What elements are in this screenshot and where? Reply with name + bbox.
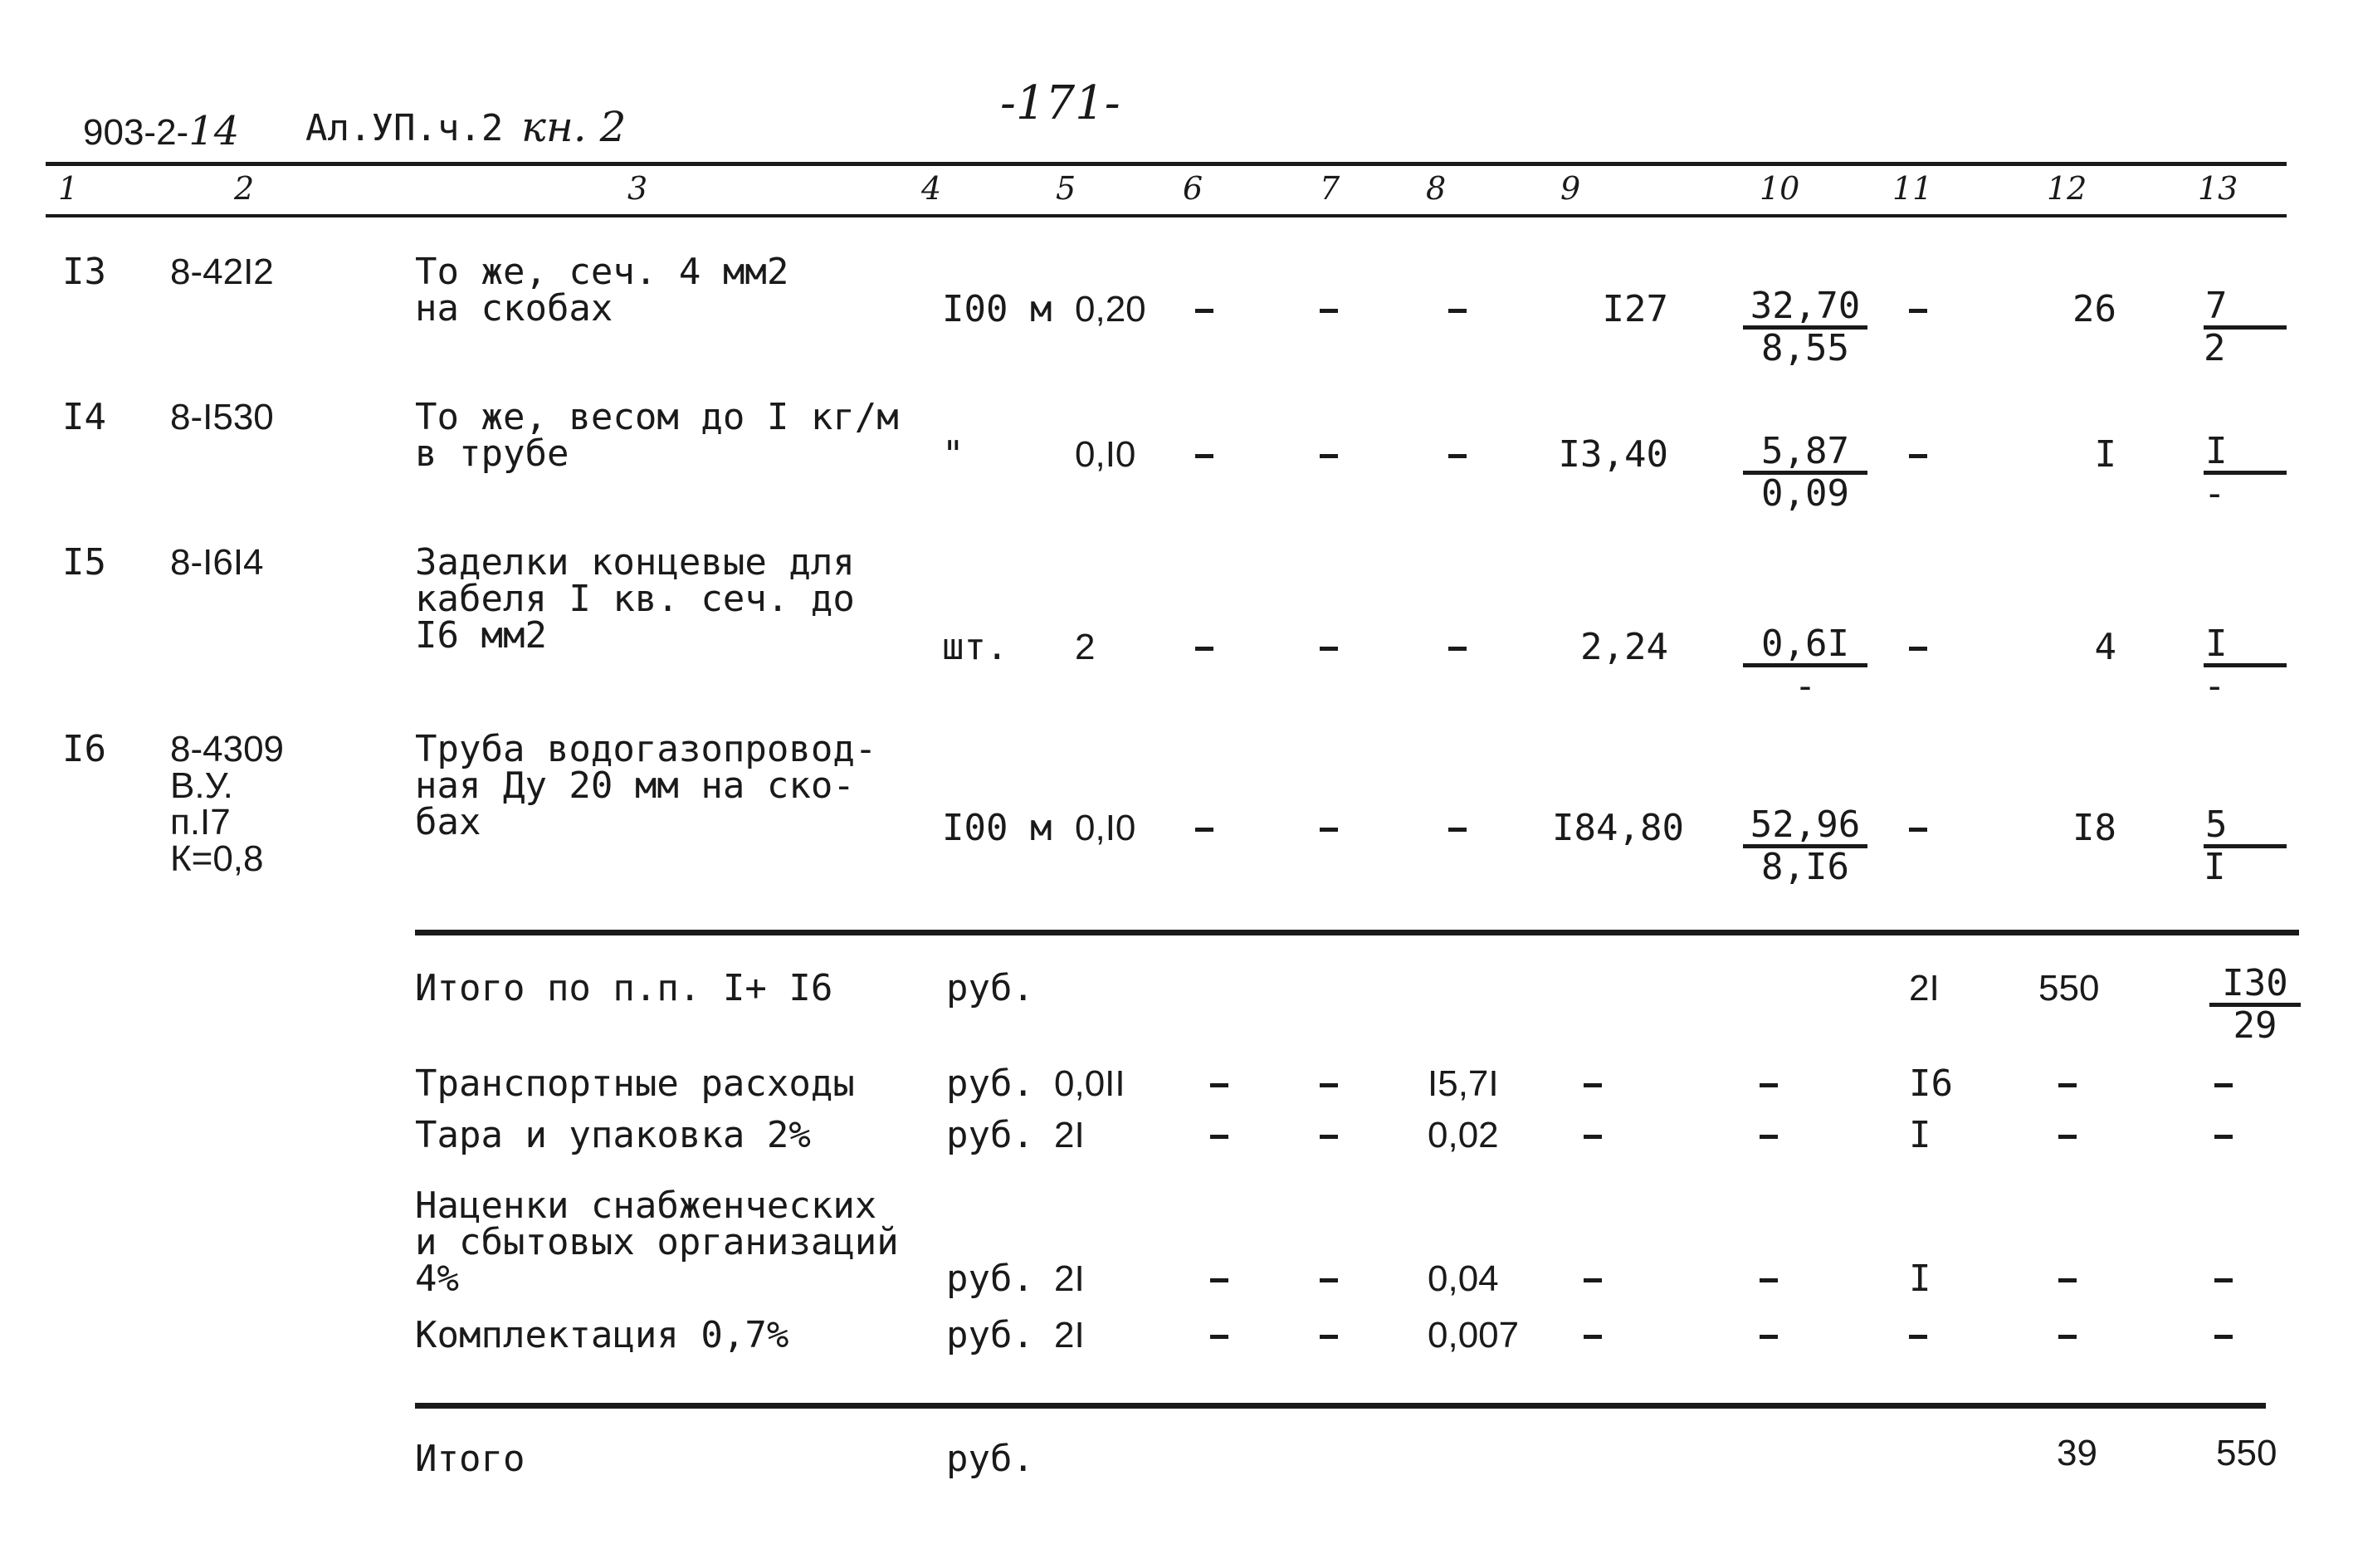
- extra-col6: [1210, 1135, 1228, 1139]
- extra-col5: 2I: [1054, 1115, 1085, 1155]
- extra-unit: руб.: [946, 1062, 1034, 1105]
- row-col10-fraction: [1743, 625, 1867, 706]
- row-col10-top: 32,70: [1743, 287, 1867, 330]
- row-description-line: Труба водогазопровод-: [415, 728, 877, 770]
- extra-col13: [2214, 1335, 2233, 1339]
- row-col10-bottom: 8,55: [1761, 327, 1849, 369]
- subtotal-rule: [415, 930, 2299, 935]
- row-col8: [1448, 828, 1467, 832]
- total-rule: [415, 1403, 2266, 1409]
- row-col8: [1448, 309, 1467, 313]
- column-number-12: 12: [2047, 170, 2087, 207]
- extra-col9: [1584, 1083, 1602, 1087]
- row-col8: [1448, 647, 1467, 651]
- row-col10-bottom: -: [1794, 665, 1817, 707]
- extra-col9: [1584, 1135, 1602, 1139]
- row-col13-fraction: [2204, 625, 2287, 706]
- row-number: I6: [62, 728, 106, 770]
- row-col7: [1320, 309, 1338, 313]
- subtotal-unit: руб.: [946, 967, 1034, 1009]
- book-reference: кн. 2: [521, 103, 627, 151]
- extra-col11: I: [1909, 1114, 1931, 1156]
- extra-col5: 0,0II: [1054, 1063, 1125, 1104]
- extra-label-line: Комплектация 0,7%: [415, 1314, 789, 1356]
- extra-label-line: Тара и упаковка 2%: [415, 1114, 811, 1156]
- row-col8: [1448, 454, 1467, 458]
- extra-col6: [1210, 1335, 1228, 1339]
- row-description-line: кабеля I кв. сеч. до: [415, 578, 855, 620]
- row-description-line: Заделки концевые для: [415, 541, 855, 584]
- extra-col8: 0,04: [1428, 1258, 1499, 1299]
- row-unit: I00 м: [942, 288, 1052, 330]
- extra-col7: [1320, 1335, 1338, 1339]
- subtotal-col12: 550: [2038, 968, 2100, 1009]
- row-code-line: 8-4309: [170, 729, 285, 769]
- extra-col10: [1760, 1083, 1778, 1087]
- row-col12: 26: [2072, 288, 2116, 330]
- row-col13-fraction: [2204, 806, 2287, 887]
- extra-col7: [1320, 1083, 1338, 1087]
- extra-col9: [1584, 1335, 1602, 1339]
- extra-unit: руб.: [946, 1258, 1034, 1300]
- column-number-1: 1: [58, 170, 79, 207]
- row-quantity: 0,I0: [1075, 808, 1136, 848]
- extra-col6: [1210, 1278, 1228, 1282]
- row-col10-fraction: [1743, 287, 1867, 368]
- extra-col12: [2058, 1278, 2077, 1282]
- row-col6: [1195, 309, 1213, 313]
- row-col10-fraction: [1743, 432, 1867, 513]
- extra-unit: руб.: [946, 1114, 1034, 1156]
- row-code-line: 8-42I2: [170, 252, 274, 292]
- row-description-line: То же, весом до I кг/м: [415, 396, 899, 438]
- row-description-line: I6 мм2: [415, 614, 547, 657]
- row-unit: ": [942, 433, 964, 476]
- row-col9: 2,24: [1580, 626, 1668, 668]
- extra-col7: [1320, 1278, 1338, 1282]
- extra-col6: [1210, 1083, 1228, 1087]
- document-code: [83, 108, 239, 154]
- row-col13-fraction: [2204, 287, 2287, 368]
- row-code-line: п.I7: [170, 802, 231, 843]
- column-number-10: 10: [1760, 170, 1800, 207]
- row-col13-top: I: [2204, 432, 2287, 475]
- column-number-4: 4: [921, 170, 942, 207]
- row-description-line: бах: [415, 801, 481, 843]
- row-col6: [1195, 454, 1213, 458]
- header-top-rule: [46, 162, 2287, 166]
- row-col10-bottom: 0,09: [1761, 472, 1849, 515]
- row-description-line: ная Ду 20 мм на ско-: [415, 764, 855, 807]
- row-unit: шт.: [942, 626, 1008, 668]
- total-col13: 550: [2216, 1433, 2277, 1473]
- row-number: I3: [62, 251, 106, 293]
- column-number-7: 7: [1320, 170, 1340, 207]
- subtotal-col13-bottom: 29: [2233, 1004, 2277, 1047]
- extra-col11: [1909, 1335, 1927, 1339]
- extra-col10: [1760, 1278, 1778, 1282]
- row-col10-top: 5,87: [1743, 432, 1867, 475]
- row-col13-bottom: -: [2204, 472, 2226, 515]
- subtotal-col13-fraction: [2209, 962, 2301, 1047]
- row-col6: [1195, 647, 1213, 651]
- extra-col13: [2214, 1135, 2233, 1139]
- extra-col9: [1584, 1278, 1602, 1282]
- row-unit: I00 м: [942, 807, 1052, 849]
- row-quantity: 0,I0: [1075, 434, 1136, 475]
- column-number-9: 9: [1560, 170, 1581, 207]
- row-description-line: на скобах: [415, 287, 613, 330]
- column-number-6: 6: [1183, 170, 1203, 207]
- row-description-line: в трубе: [415, 432, 569, 475]
- subtotal-label: Итого по п.п. I+ I6: [415, 967, 833, 1009]
- row-quantity: 0,20: [1075, 289, 1146, 330]
- row-col7: [1320, 454, 1338, 458]
- row-number: I5: [62, 541, 106, 584]
- extra-col8: 0,007: [1428, 1315, 1520, 1356]
- row-col13-bottom: -: [2204, 665, 2226, 707]
- row-col13-top: I: [2204, 625, 2287, 667]
- row-col13-bottom: I: [2204, 846, 2226, 888]
- extra-unit: руб.: [946, 1314, 1034, 1356]
- row-col13-fraction: [2204, 432, 2287, 513]
- extra-col12: [2058, 1335, 2077, 1339]
- row-col13-top: 7: [2204, 287, 2287, 330]
- page-number: -171-: [1000, 76, 1120, 130]
- row-col10-top: 52,96: [1743, 806, 1867, 848]
- row-col11: [1909, 647, 1927, 651]
- subtotal-col11: 2I: [1909, 968, 1940, 1009]
- row-col6: [1195, 828, 1213, 832]
- header-bottom-rule: [46, 214, 2287, 217]
- row-number: I4: [62, 396, 106, 438]
- row-col10-fraction: [1743, 806, 1867, 887]
- extra-col12: [2058, 1135, 2077, 1139]
- extra-col10: [1760, 1135, 1778, 1139]
- row-col12: I: [2094, 433, 2116, 476]
- extra-label-line: 4%: [415, 1258, 459, 1300]
- extra-col5: 2I: [1054, 1258, 1085, 1299]
- row-col10-top: 0,6I: [1743, 625, 1867, 667]
- extra-col11: I6: [1909, 1062, 1953, 1105]
- extra-col8: I5,7I: [1428, 1063, 1499, 1104]
- row-col9: I84,80: [1552, 807, 1684, 849]
- extra-col11: I: [1909, 1258, 1931, 1300]
- row-code-line: 8-I6I4: [170, 542, 264, 583]
- column-number-3: 3: [627, 170, 648, 207]
- row-col7: [1320, 828, 1338, 832]
- doc-code-prefix: 903-2-: [83, 112, 189, 153]
- total-label: Итого: [415, 1438, 525, 1480]
- album-reference: Ал.УП.ч.2: [305, 107, 504, 149]
- extra-col8: 0,02: [1428, 1115, 1499, 1155]
- extra-col12: [2058, 1083, 2077, 1087]
- total-unit: руб.: [946, 1438, 1034, 1480]
- doc-code-handwritten: 14: [188, 108, 240, 154]
- row-col13-top: 5: [2204, 806, 2287, 848]
- row-col10-bottom: 8,I6: [1761, 846, 1849, 888]
- extra-label-line: Наценки снабженческих: [415, 1185, 877, 1227]
- row-col11: [1909, 828, 1927, 832]
- column-number-2: 2: [234, 170, 255, 207]
- row-col9: I27: [1602, 288, 1668, 330]
- row-col13-bottom: 2: [2204, 327, 2226, 369]
- row-col11: [1909, 309, 1927, 313]
- column-number-13: 13: [2198, 170, 2238, 207]
- subtotal-col13-top: I30: [2209, 965, 2301, 1007]
- row-quantity: 2: [1075, 627, 1096, 667]
- row-col9: I3,40: [1558, 433, 1668, 476]
- row-col7: [1320, 647, 1338, 651]
- row-code-line: 8-I530: [170, 397, 274, 437]
- row-col12: 4: [2094, 626, 2116, 668]
- column-number-8: 8: [1426, 170, 1447, 207]
- row-col12: I8: [2072, 807, 2116, 849]
- total-col12: 39: [2057, 1433, 2097, 1473]
- extra-col13: [2214, 1278, 2233, 1282]
- column-number-11: 11: [1892, 170, 1933, 207]
- row-description-line: То же, сеч. 4 мм2: [415, 251, 789, 293]
- extra-col7: [1320, 1135, 1338, 1139]
- extra-col5: 2I: [1054, 1315, 1085, 1356]
- column-number-5: 5: [1056, 170, 1076, 207]
- row-code-line: В.У.: [170, 765, 233, 806]
- extra-col13: [2214, 1083, 2233, 1087]
- extra-label-line: Транспортные расходы: [415, 1062, 855, 1105]
- extra-label-line: и сбытовых организаций: [415, 1221, 899, 1263]
- row-col11: [1909, 454, 1927, 458]
- row-code-line: К=0,8: [170, 838, 264, 879]
- extra-col10: [1760, 1335, 1778, 1339]
